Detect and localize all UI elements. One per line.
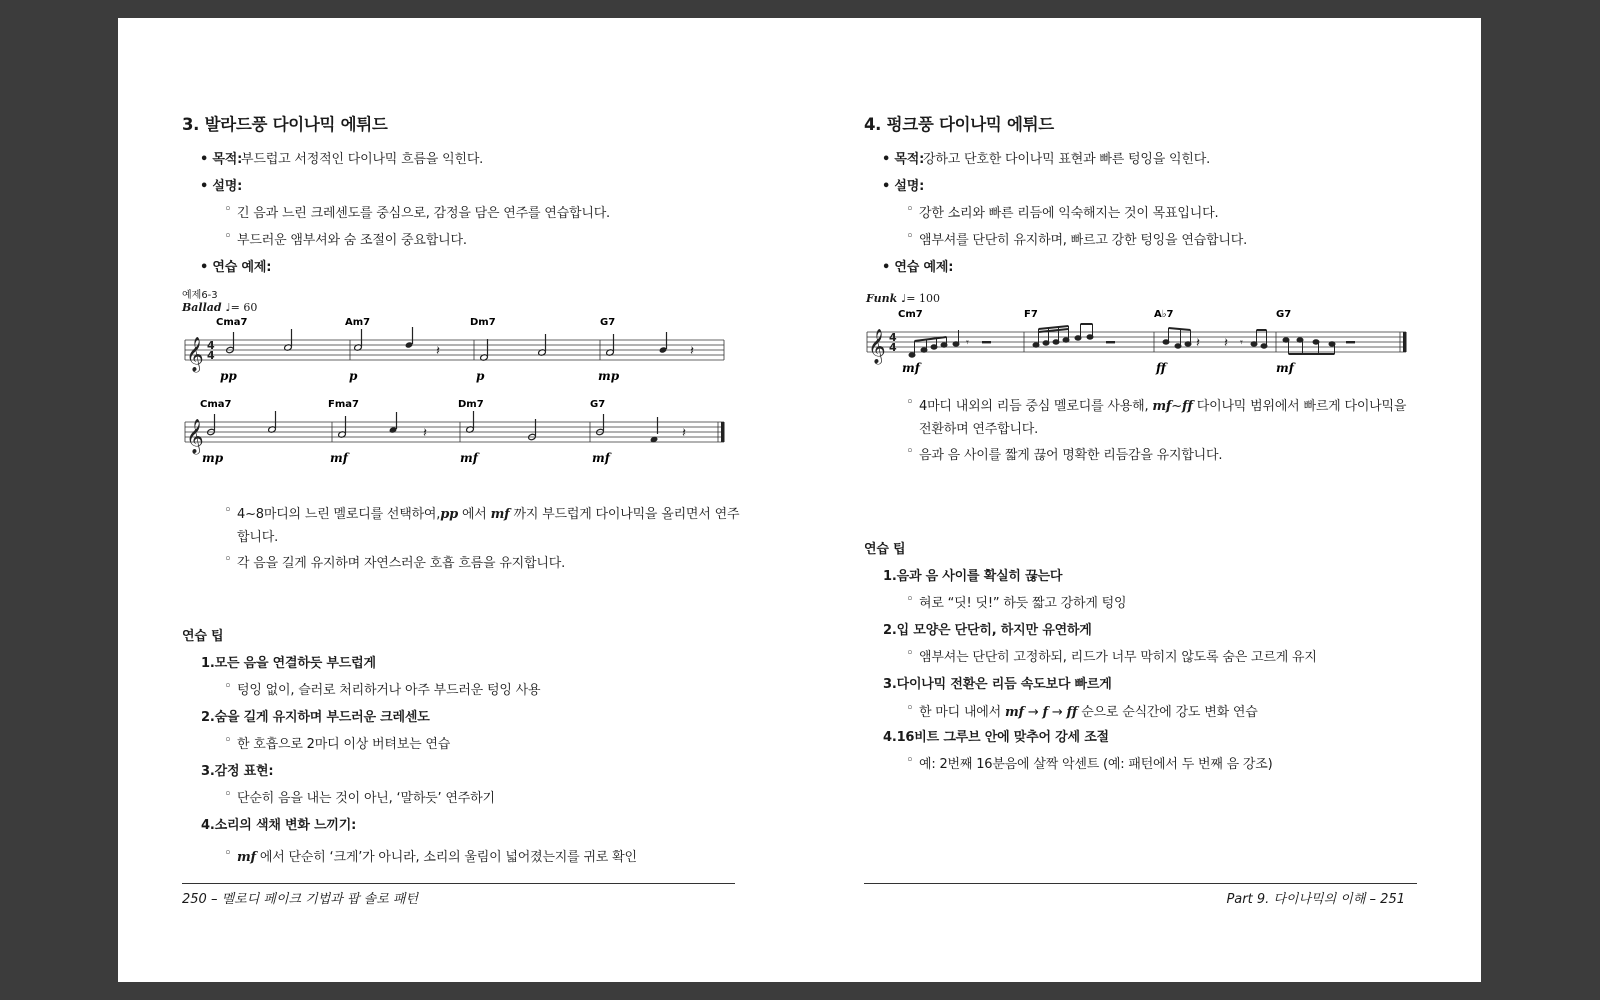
svg-text:4: 4 — [889, 341, 897, 354]
description-item: 부드러운 앰부셔와 숨 조절이 중요합니다. — [237, 233, 467, 248]
section-heading: 3. 발라드풍 다이나믹 에튀드 — [182, 115, 388, 134]
eighth-rest-icon: 𝄾 — [1240, 336, 1243, 349]
dynamic-mf: mf — [490, 507, 510, 522]
example-label: • 연습 예제: — [882, 260, 954, 275]
tempo-value: = 100 — [906, 292, 940, 305]
tip-detail: 한 호흡으로 2마디 이상 버텨보는 연습 — [237, 737, 451, 752]
dynamic-ff: ff — [1182, 399, 1193, 414]
quarter-rest-icon: 𝄽 — [682, 426, 686, 441]
book-spread — [118, 18, 1481, 982]
time-signature: 4 — [207, 339, 215, 352]
chord-symbol: G7 — [1276, 309, 1292, 320]
dynamic-mf: mf — [237, 850, 256, 865]
dynamic-ff: ff — [1066, 705, 1078, 720]
tip-title: 4.소리의 색채 변화 느끼기: — [201, 818, 357, 833]
bullet-icon: ◦ — [906, 592, 914, 607]
bullet-icon: ◦ — [224, 787, 232, 802]
svg-text:4: 4 — [207, 349, 215, 362]
tip-detail: 한 마디 내에서 mf → f → ff 순으로 순식간에 강도 변화 연습 — [919, 705, 1258, 720]
left-page — [182, 18, 740, 982]
chord-symbol: Am7 — [345, 317, 371, 328]
example-label: • 연습 예제: — [200, 260, 272, 275]
practice-note-2: 각 음을 길게 유지하며 자연스러운 호흡 흐름을 유지합니다. — [237, 556, 566, 571]
chord-symbol: Cma7 — [200, 399, 232, 410]
dynamic-marking: p — [476, 369, 485, 383]
tip-detail: 혀로 “딧! 딧!” 하듯 짧고 강하게 텅잉 — [919, 596, 1127, 611]
practice-note-2: 음과 음 사이를 짧게 끊어 명확한 리듬감을 유지합니다. — [919, 448, 1223, 463]
description-item: 강한 소리와 빠른 리듬에 익숙해지는 것이 목표입니다. — [919, 206, 1219, 221]
tip-title: 2.입 모양은 단단히, 하지만 유연하게 — [883, 623, 1092, 638]
treble-clef-icon: 𝄞 — [186, 337, 204, 372]
dynamic-marking: mp — [202, 451, 224, 465]
dynamic-mf: mf — [1004, 705, 1024, 720]
quarter-rest-icon: 𝄽 — [1224, 336, 1228, 351]
chord-symbol: Fma7 — [328, 399, 359, 410]
tip-title: 2.숨을 길게 유지하며 부드러운 크레센도 — [201, 710, 430, 725]
dynamic-marking: ff — [1156, 361, 1166, 375]
tips-title: 연습 팁 — [864, 542, 906, 557]
goal-text: 강하고 단호한 다이나믹 표현과 빠른 텅잉을 익힌다. — [923, 152, 1211, 167]
tempo-marking — [182, 301, 257, 314]
tip-detail: 예: 2번째 16분음에 살짝 악센트 (예: 패턴에서 두 번째 음 강조) — [919, 757, 1273, 772]
chord-symbol: Cma7 — [216, 317, 248, 328]
tempo-style: Funk — [866, 292, 898, 305]
tempo-marking — [866, 292, 940, 305]
bullet-icon: ◦ — [224, 733, 232, 748]
tip-title: 1.음과 음 사이를 확실히 끊는다 — [883, 569, 1063, 584]
tips-title: 연습 팁 — [182, 629, 224, 644]
bullet-icon: ◦ — [224, 229, 232, 244]
bullet-icon: ◦ — [906, 701, 914, 716]
tip-title: 3.다이나믹 전환은 리듬 속도보다 빠르게 — [883, 677, 1112, 692]
bullet-icon: ◦ — [224, 846, 232, 861]
page-footer: Part 9. 다이나믹의 이해 – 251 — [1226, 892, 1405, 907]
dynamic-f: f — [1042, 705, 1048, 720]
description-item: 긴 음과 느린 크레센도를 중심으로, 감정을 담은 연주를 연습합니다. — [237, 206, 610, 221]
chord-symbol: Cm7 — [898, 309, 923, 320]
tip-detail: 앰부셔는 단단히 고정하되, 리드가 너무 막히지 않도록 숨은 고르게 유지 — [919, 650, 1317, 665]
chord-symbol: Dm7 — [470, 317, 496, 328]
quarter-rest-icon: 𝄽 — [1196, 336, 1200, 351]
quarter-rest-icon: 𝄽 — [690, 344, 694, 359]
half-rest — [982, 341, 991, 343]
treble-clef-icon: 𝄞 — [186, 419, 204, 454]
arrow-icon: → — [1027, 705, 1039, 720]
quarter-rest-icon: 𝄽 — [436, 344, 440, 359]
chord-symbol: Dm7 — [458, 399, 484, 410]
music-staff-system-2 — [182, 398, 727, 470]
tip-detail: mf 에서 단순히 ‘크게’가 아니라, 소리의 울림이 넓어졌는지를 귀로 확인 — [237, 850, 637, 865]
treble-clef-icon: 𝄞 — [868, 329, 886, 364]
dynamic-mf: mf — [1152, 399, 1172, 414]
tempo-value: = 60 — [230, 301, 258, 314]
quarter-note-icon: ♩ — [225, 301, 231, 314]
bullet-icon: ◦ — [906, 753, 914, 768]
practice-note-1: 4~8마디의 느린 멜로디를 선택하여,pp 에서 mf 까지 부드럽게 다이나믹을 올리면서 연주 — [237, 507, 740, 522]
bullet-icon: ◦ — [906, 202, 914, 217]
practice-note-1-cont: 전환하며 연주합니다. — [919, 422, 1039, 437]
dynamic-marking: pp — [220, 369, 237, 383]
dynamic-marking: mf — [460, 451, 478, 465]
dynamic-marking: p — [349, 369, 358, 383]
bullet-icon: ◦ — [906, 444, 914, 459]
section-heading: 4. 펑크풍 다이나믹 에튀드 — [864, 115, 1054, 134]
bullet-icon: ◦ — [906, 395, 914, 410]
dynamic-marking: mf — [592, 451, 610, 465]
dynamic-marking: mp — [598, 369, 620, 383]
practice-note-1: 4마디 내외의 리듬 중심 멜로디를 사용해, mf~ff 다이나믹 범위에서 빠르게 다이나믹을 — [919, 399, 1407, 414]
time-signature: 4 — [889, 331, 897, 344]
quarter-note-icon: ♩ — [901, 292, 907, 305]
tip-title: 4.16비트 그루브 안에 맞추어 강세 조절 — [883, 730, 1109, 745]
description-label: • 설명: — [882, 179, 925, 194]
goal-text: 부드럽고 서정적인 다이나믹 흐름을 익힌다. — [241, 152, 484, 167]
footer-rule — [182, 883, 735, 884]
example-number: 예제6-3 — [182, 290, 218, 301]
chord-symbol: G7 — [590, 399, 606, 410]
dynamic-pp: pp — [440, 507, 458, 522]
arrow-icon: → — [1051, 705, 1063, 720]
quarter-rest-icon: 𝄽 — [423, 426, 427, 441]
description-label: • 설명: — [200, 179, 243, 194]
bullet-icon: ◦ — [224, 679, 232, 694]
footer-rule — [864, 883, 1417, 884]
tip-title: 3.감정 표현: — [201, 764, 274, 779]
tip-detail: 텅잉 없이, 슬러로 처리하거나 아주 부드러운 텅잉 사용 — [237, 683, 541, 698]
chord-symbol: F7 — [1024, 309, 1038, 320]
bullet-icon: ◦ — [906, 646, 914, 661]
tip-title: 1.모든 음을 연결하듯 부드럽게 — [201, 656, 376, 671]
bullet-icon: ◦ — [906, 229, 914, 244]
dynamic-marking: mf — [330, 451, 348, 465]
tip-detail: 단순히 음을 내는 것이 아닌, ‘말하듯’ 연주하기 — [237, 791, 495, 806]
bullet-icon: ◦ — [224, 503, 232, 518]
tempo-style: Ballad — [182, 301, 222, 314]
chord-symbol: G7 — [600, 317, 616, 328]
page-footer: 250 – 멜로디 페이크 기법과 팝 솔로 패턴 — [182, 892, 419, 907]
goal-label: • 목적: — [200, 152, 243, 167]
bullet-icon: ◦ — [224, 202, 232, 217]
chord-symbol: A♭7 — [1154, 309, 1174, 320]
bullet-icon: ◦ — [224, 552, 232, 567]
right-page — [864, 18, 1417, 982]
practice-note-1-cont: 합니다. — [237, 530, 279, 545]
description-item: 앰부셔를 단단히 유지하며, 빠르고 강한 텅잉을 연습합니다. — [919, 233, 1248, 248]
music-staff-funk — [864, 308, 1409, 380]
dynamic-marking: mf — [902, 361, 920, 375]
goal-label: • 목적: — [882, 152, 925, 167]
dynamic-marking: mf — [1276, 361, 1294, 375]
eighth-rest-icon: 𝄾 — [966, 336, 969, 349]
music-staff-system-1 — [182, 316, 727, 388]
